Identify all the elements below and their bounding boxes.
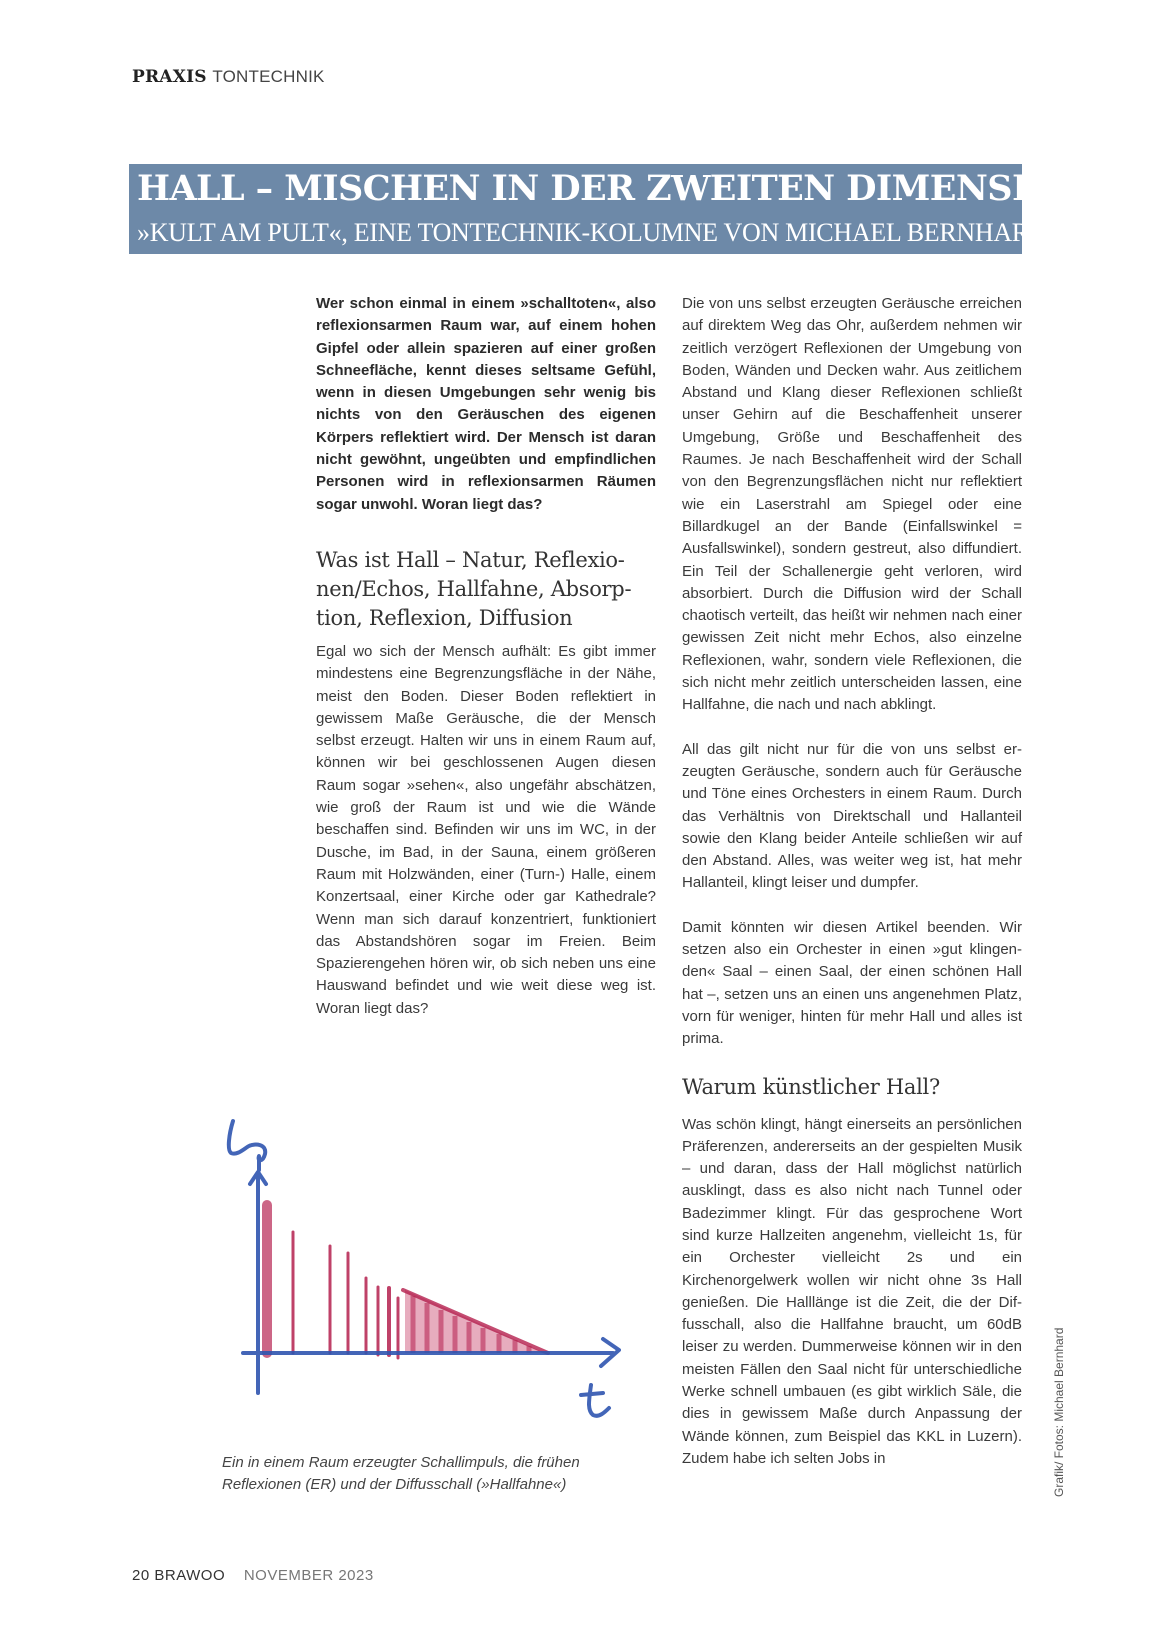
right-column — [682, 293, 1022, 1492]
page-footer — [132, 1567, 374, 1584]
article-title: HALL – MISCHEN IN DER ZWEITEN DIMENSION — [137, 168, 1090, 209]
subheading-was-ist-hall: Was ist Hall – Natur, Reflexionen/Echos, Hallfahne, Absorption, Reflexion, Diffusion — [316, 547, 632, 630]
article-subtitle: »KULT AM PULT«, EINE TONTECHNIK-KOLUMNE VON MICHAEL BERNHARD — [137, 218, 1048, 247]
photo-credit: Grafik/ Fotos: Michael Bernhard — [1052, 1327, 1066, 1497]
section-label-bold: PRAXIS — [132, 67, 207, 87]
body-paragraph: Was schön klingt, hängt einerseits an persönlichen Präferenzen, andererseits an der gespielten Musik – und daran, dass der Hall möglichst natürlich ausklingt, dass es also nicht nach Tunnel oder Badezimmer klingt. Für das gesprochene Wort sind kurze Hallzeiten angenehm, vielleicht 1s, für ein Orchester vielleicht 2s und ein Kirchenorgelwerk wollen wir nicht ohne 3s Hall genießen. Die Halllänge ist die Zeit, die der Diffusschall, also die Hallfahne braucht, um 60dB leiser zu werden. Dummerweise können wir in den meisten Fällen den Saal nicht für unterschiedliche Werke schnell umbauen (es gibt wirklich Säle, die dies in gewissem Maße durch Anpassung der Wände können, zum Beispiel das KKL in Luzern). Zudem habe ich selten Jobs in — [682, 1115, 1022, 1467]
body-paragraph: Die von uns selbst erzeugten Geräusche erreichen auf direktem Weg das Ohr, außerdem nehmen wir zeitlich verzögert Reflexionen der Umgebung von Boden, Wänden und Decken wahr. Aus zeitlichem Abstand und Klang dieser Reflexionen schließt unser Gehirn auf die Beschaffenheit unserer Umgebung, Größe und Beschaffenheit des Raumes. Je nach Beschaffenheit wird der Schall von den Begrenzungsflächen nicht nur reflektiert wie ein Laserstrahl am Spiegel oder eine Billardkugel an der Bande (Einfallswinkel = Ausfallswinkel), sondern gestreut, also diffundiert. Ein Teil der Schallenergie geht verloren, wird absorbiert. Durch die Diffusion wird der Schall chaotisch verteilt, das heißt wir nehmen nach einer gewissen Zeit nicht mehr Echos, also einzelne Reflexionen, wahr, sondern viele Reflexionen, die sich nicht mehr zeitlich unterscheiden lassen, eine Hallfahne, die nach und nach abklingt. — [682, 295, 1022, 714]
body-paragraph: Damit könnten wir diesen Artikel beenden. Wir setzen also ein Orchester in einen »gut klingenden« Saal – einen Saal, der einen schönen Hall hat –, setzen uns an einen uns angenehmen Platz, vorn für weniger, hinten für mehr Hall und alles ist prima. — [682, 918, 1022, 1048]
section-label — [132, 67, 325, 87]
body-paragraph: Egal wo sich der Mensch aufhält: Es gibt immer mindestens eine Begrenzungsfläche in der Nähe, meist den Boden. Dieser Boden reflektiert in gewissem Maße Geräusche, die der Mensch selbst erzeugt. Halten wir uns in einem Raum auf, können wir bei geschlossenen Augen diesen Raum sogar »sehen«, also ungefähr abschätzen, wie groß der Raum ist und wie die Wände beschaffen sind. Befinden wir uns im WC, in der Dusche, im Bad, in der Sauna, einem größeren Raum mit Holzwänden, einer (Turn-) Halle, einem Konzertsaal, einer Kirche oder gar Kathedrale? Wenn man sich darauf konzentriert, funktioniert das Abstandshören sogar im Freien. Beim Spazierengehen hören wir, ob sich neben uns eine Hauswand befindet und wie weit diese weg ist. Woran liegt das? — [316, 642, 656, 1017]
body-paragraph: All das gilt nicht nur für die von uns selbst erzeugten Geräusche, sondern auch für Geräusche und Töne eines Orchesters in einem Raum. Durch das Verhältnis von Direktschall und Hallanteil sowie den Klang beider Anteile schließen wir auf den Abstand. Alles, was weiter weg ist, hat mehr Hallanteil, klingt leiser und dumpfer. — [682, 740, 1022, 892]
page-number: 20 — [132, 1567, 150, 1584]
title-banner — [129, 164, 1090, 254]
lead-paragraph: Wer schon einmal in einem »schalltoten«, also reflexionsarmen Raum war, auf einem hohen Gipfel oder allein spazieren auf einer großen Schneefläche, kennt dieses seltsame Gefühl, wenn in diesen Umgebungen sehr wenig bis nichts von den Geräuschen des eigenen Körpers reflektiert wird. Der Mensch ist daran nicht gewöhnt, ungeübten und empfindlichen Personen wird in reflexionsarmen Räumen sogar unwohl. Woran liegt das? — [316, 295, 656, 513]
left-column — [316, 293, 656, 1042]
magazine-name: BRAWOO — [154, 1567, 226, 1584]
section-label-light: TONTECHNIK — [212, 67, 325, 86]
figure-caption: Ein in einem Raum erzeugter Schallimpuls, die frühen Reflexionen (ER) und der Diffusschall (»Hallfahne«) — [222, 1454, 580, 1493]
impulse-response-sketch — [215, 1110, 635, 1440]
issue-date: NOVEMBER 2023 — [243, 1567, 374, 1584]
subheading-kuenstlicher-hall: Warum künstlicher Hall? — [682, 1074, 940, 1099]
reverb-diagram — [215, 1110, 635, 1440]
